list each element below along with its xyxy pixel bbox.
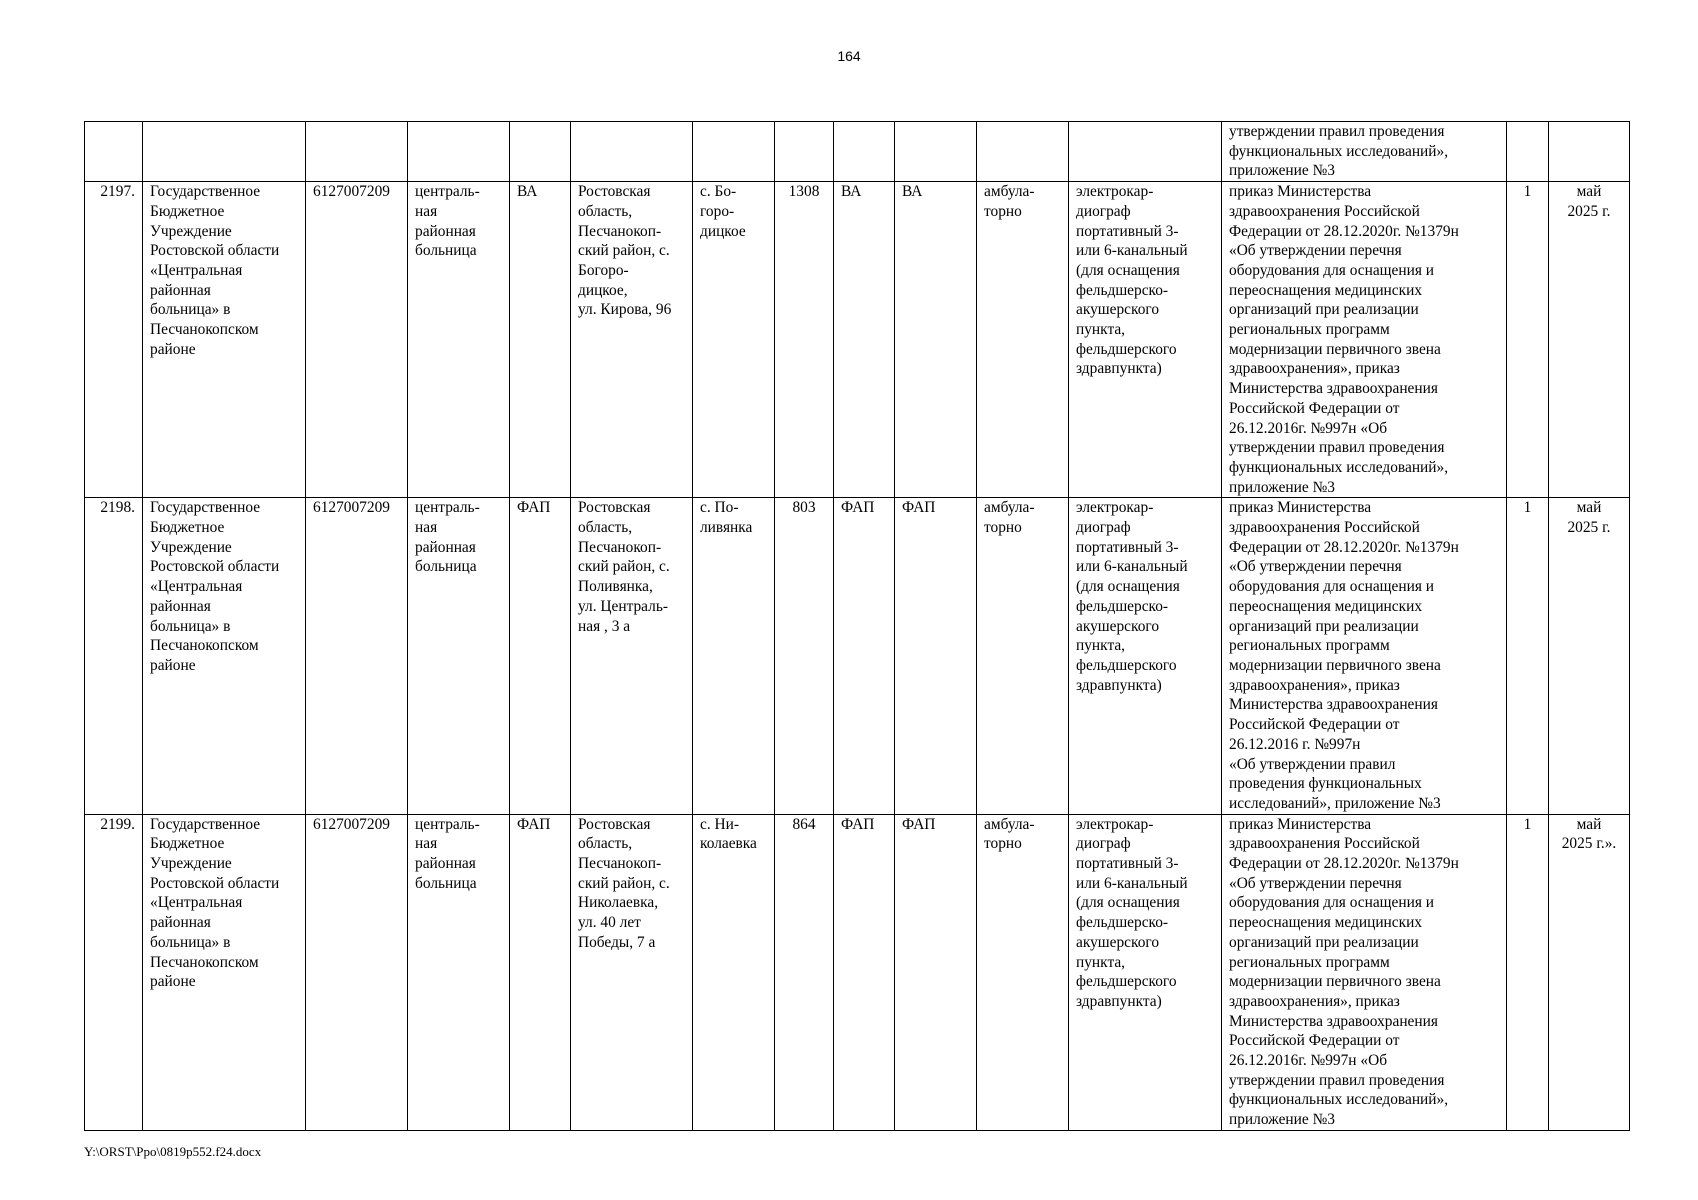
cell-regulation: утверждении правил проведения функциональных исследований», приложение №3: [1222, 122, 1507, 182]
cell-equipment: электрокар- диограф портативный 3- или 6-канальный (для оснащения фельдшерско- акушерского пункта, фельдшерского здравпункта): [1069, 182, 1222, 498]
cell-settlement: с. Ни- колаевка: [693, 814, 775, 1130]
cell-qty: 1: [1507, 814, 1549, 1130]
cell-equipment: [1069, 122, 1222, 182]
cell-address: Ростовская область, Песчанокоп- ский район, с. Поливянка, ул. Централь- ная , 3 а: [571, 498, 693, 814]
cell-unit: ФАП: [510, 498, 571, 814]
cell-care: амбула- торно: [977, 182, 1069, 498]
cell-inn: 6127007209: [306, 498, 408, 814]
cell-equipment: электрокар- диограф портативный 3- или 6-канальный (для оснащения фельдшерско- акушерского пункта, фельдшерского здравпункта): [1069, 814, 1222, 1130]
page-number: 164: [837, 48, 861, 64]
cell-num: 2199.: [85, 814, 143, 1130]
cell-population: 1308: [775, 182, 834, 498]
cell-num: 2198.: [85, 498, 143, 814]
cell-settlement: с. По- ливянка: [693, 498, 775, 814]
cell-date: май 2025 г.».: [1549, 814, 1630, 1130]
cell-kind2: ВА: [895, 182, 977, 498]
cell-num: [85, 122, 143, 182]
cell-kind1: ВА: [834, 182, 895, 498]
cell-unit: ФАП: [510, 814, 571, 1130]
cell-type: централь- ная районная больница: [408, 498, 510, 814]
cell-num: 2197.: [85, 182, 143, 498]
cell-inn: 6127007209: [306, 814, 408, 1130]
table-row: [85, 182, 1630, 498]
cell-address: Ростовская область, Песчанокоп- ский район, с. Николаевка, ул. 40 лет Победы, 7 а: [571, 814, 693, 1130]
cell-org: Государственное Бюджетное Учреждение Ростовской области «Центральная районная больница» в Песчанокопском районе: [143, 814, 306, 1130]
cell-kind2: [895, 122, 977, 182]
cell-kind1: ФАП: [834, 814, 895, 1130]
cell-population: [775, 122, 834, 182]
cell-qty: 1: [1507, 498, 1549, 814]
cell-unit: [510, 122, 571, 182]
cell-date: май 2025 г.: [1549, 182, 1630, 498]
cell-org: Государственное Бюджетное Учреждение Ростовской области «Центральная районная больница» в Песчанокопском районе: [143, 182, 306, 498]
cell-address: Ростовская область, Песчанокоп- ский район, с. Богоро- дицкое, ул. Кирова, 96: [571, 182, 693, 498]
cell-date: [1549, 122, 1630, 182]
cell-kind1: ФАП: [834, 498, 895, 814]
table-row: [85, 498, 1630, 814]
cell-equipment: электрокар- диограф портативный 3- или 6-канальный (для оснащения фельдшерско- акушерского пункта, фельдшерского здравпункта): [1069, 498, 1222, 814]
cell-type: централь- ная районная больница: [408, 182, 510, 498]
cell-qty: 1: [1507, 182, 1549, 498]
cell-kind2: ФАП: [895, 498, 977, 814]
cell-type: централь- ная районная больница: [408, 814, 510, 1130]
cell-qty: [1507, 122, 1549, 182]
table-row: [85, 814, 1630, 1130]
table-row-continuation: [85, 122, 1630, 182]
cell-regulation: приказ Министерства здравоохранения Российской Федерации от 28.12.2020г. №1379н «Об утверждении перечня оборудования для оснащения и переоснащения медицинских организаций при реализации региональных программ модернизации первичного звена здравоохранения», приказ Министерства здравоохранения Российской Федерации от 26.12.2016г. №997н «Об утверждении правил проведения функциональных исследований», приложение №3: [1222, 814, 1507, 1130]
cell-date: май 2025 г.: [1549, 498, 1630, 814]
footer-file-path: Y:\ORST\Ppo\0819p552.f24.docx: [84, 1144, 262, 1159]
cell-care: амбула- торно: [977, 498, 1069, 814]
cell-care: амбула- торно: [977, 814, 1069, 1130]
equipment-table: [84, 121, 1630, 1131]
cell-inn: [306, 122, 408, 182]
cell-inn: 6127007209: [306, 182, 408, 498]
cell-population: 864: [775, 814, 834, 1130]
cell-unit: ВА: [510, 182, 571, 498]
cell-kind2: ФАП: [895, 814, 977, 1130]
cell-org: [143, 122, 306, 182]
cell-org: Государственное Бюджетное Учреждение Ростовской области «Центральная районная больница» в Песчанокопском районе: [143, 498, 306, 814]
cell-settlement: с. Бо- горо- дицкое: [693, 182, 775, 498]
cell-regulation: приказ Министерства здравоохранения Российской Федерации от 28.12.2020г. №1379н «Об утверждении перечня оборудования для оснащения и переоснащения медицинских организаций при реализации региональных программ модернизации первичного звена здравоохранения», приказ Министерства здравоохранения Российской Федерации от 26.12.2016 г. №997н «Об утверждении правил проведения функциональных исследований», приложение №3: [1222, 498, 1507, 814]
cell-care: [977, 122, 1069, 182]
cell-type: [408, 122, 510, 182]
cell-regulation: приказ Министерства здравоохранения Российской Федерации от 28.12.2020г. №1379н «Об утверждении перечня оборудования для оснащения и переоснащения медицинских организаций при реализации региональных программ модернизации первичного звена здравоохранения», приказ Министерства здравоохранения Российской Федерации от 26.12.2016г. №997н «Об утверждении правил проведения функциональных исследований», приложение №3: [1222, 182, 1507, 498]
cell-settlement: [693, 122, 775, 182]
cell-address: [571, 122, 693, 182]
cell-kind1: [834, 122, 895, 182]
cell-population: 803: [775, 498, 834, 814]
